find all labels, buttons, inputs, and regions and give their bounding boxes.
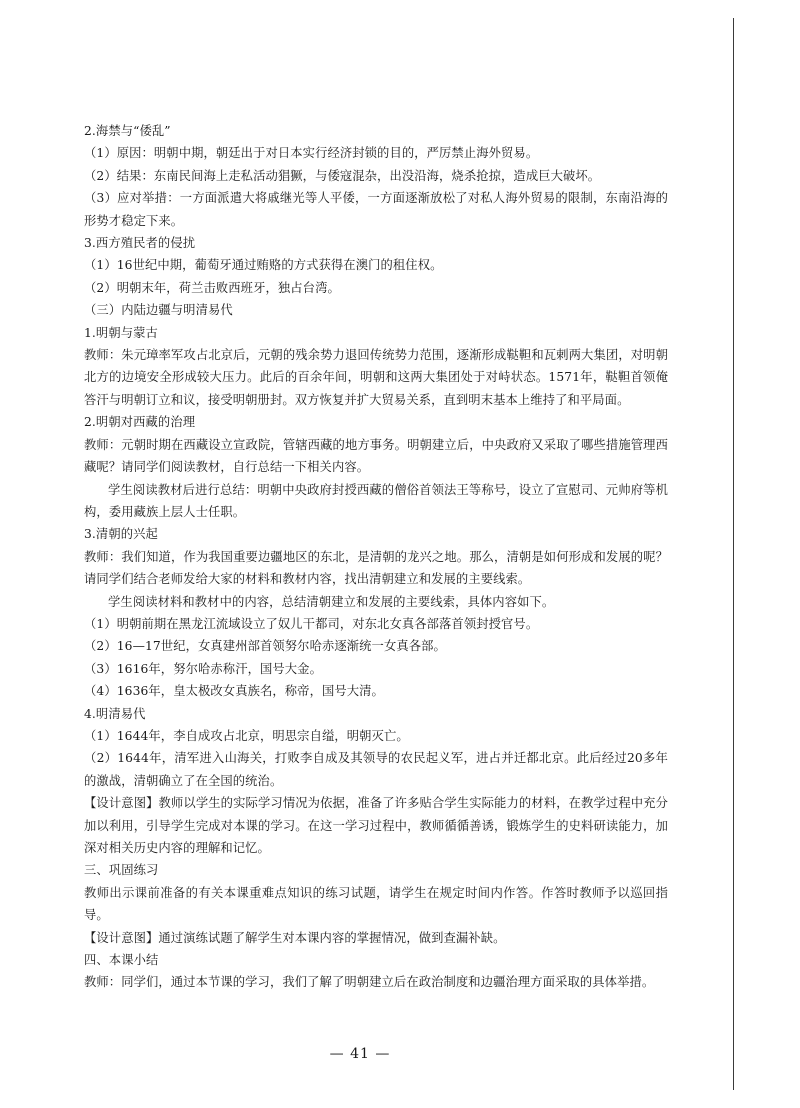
paragraph: 3.清朝的兴起: [84, 527, 158, 542]
paragraph: 教师：元朝时期在西藏设立宣政院，管辖西藏的地方事务。明朝建立后，中央政府又采取了哪些措施管理西藏呢？请同学们阅读教材，自行总结一下相关内容。: [84, 437, 668, 475]
paragraph: （3）应对举措：一方面派遣大将戚继光等人平倭，一方面逐渐放松了对私人海外贸易的限制，东南沿海的形势才稳定下来。: [84, 191, 668, 228]
paragraph: 2.海禁与“倭乱”: [84, 124, 171, 138]
page-number: — 41 —: [329, 1046, 391, 1062]
paragraph: 2.明朝对西藏的治理: [84, 415, 196, 430]
paragraph: （1）1644年，李自成攻占北京，明思宗自缢，明朝灭亡。: [84, 728, 409, 743]
paragraph: 学生阅读教材后进行总结：明朝中央政府封授西藏的僧俗首领法王等称号，设立了宣慰司、元帅府等机构，委用藏族上层人士任职。: [84, 482, 668, 519]
paragraph: （2）16—17世纪，女真建州部首领努尔哈赤逐渐统一女真各部。: [84, 639, 446, 654]
paragraph: （三）内陆边疆与明清易代: [84, 303, 233, 318]
paragraph: （1）明朝前期在黑龙江流域设立了奴儿干都司，对东北女真各部落首领封授官号。: [84, 616, 539, 631]
paragraph: （2）结果：东南民间海上走私活动猖獗，与倭寇混杂，出没沿海，烧杀抢掠，造成巨大破坏。: [84, 168, 601, 183]
paragraph: 教师：朱元璋率军攻占北京后，元朝的残余势力退回传统势力范围，逐渐形成鞑靼和瓦剌两大集团，对明朝北方的边境安全形成较大压力。此后的百余年间，明朝和这两大集团处于对峙状态。1571年，鞑靼首领俺答汗与明朝订立和议，接受明朝册封。双方恢复并扩大贸易关系，直到明末基本上维持了和平局面。: [84, 348, 668, 407]
paragraph: （1）16世纪中期，葡萄牙通过贿赂的方式获得在澳门的租住权。: [84, 258, 443, 273]
document-body: [84, 120, 668, 994]
paragraph: （4）1636年，皇太极改女真族名，称帝，国号大清。: [84, 684, 384, 699]
page-edge-rule: [733, 18, 734, 1090]
paragraph: （2）明朝末年，荷兰击败西班牙，独占台湾。: [84, 280, 340, 295]
paragraph: （3）1616年，努尔哈赤称汗，国号大金。: [84, 661, 322, 676]
paragraph: 教师出示课前准备的有关本课重难点知识的练习试题，请学生在规定时间内作答。作答时教师予以巡回指导。: [84, 885, 668, 923]
paragraph: 【设计意图】通过演练试题了解学生对本课内容的掌握情况，做到查漏补缺。: [84, 930, 506, 945]
paragraph: 4.明清易代: [84, 706, 146, 721]
paragraph: 三、巩固练习: [84, 863, 159, 878]
paragraph: 学生阅读材料和教材中的内容，总结清朝建立和发展的主要线索，具体内容如下。: [108, 594, 555, 609]
paragraph: 四、本课小结: [84, 953, 159, 968]
paragraph: 【设计意图】教师以学生的实际学习情况为依据，准备了许多贴合学生实际能力的材料，在教学过程中充分加以利用，引导学生完成对本课的学习。在这一学习过程中，教师循循善诱，锻炼学生的史料研读能力，加深对相关历史内容的理解和记忆。: [84, 796, 668, 855]
paragraph: 1.明朝与蒙古: [84, 325, 158, 340]
paragraph: 3.西方殖民者的侵扰: [84, 236, 196, 251]
paragraph: 教师：我们知道，作为我国重要边疆地区的东北，是清朝的龙兴之地。那么，清朝是如何形成和发展的呢？请同学们结合老师发给大家的材料和教材内容，找出清朝建立和发展的主要线索。: [84, 549, 668, 587]
paragraph: （1）原因：明朝中期，朝廷出于对日本实行经济封锁的目的，严厉禁止海外贸易。: [84, 146, 539, 161]
paragraph: （2）1644年，清军进入山海关，打败李自成及其领导的农民起义军，进占并迁都北京。此后经过20多年的激战，清朝确立了在全国的统治。: [84, 751, 668, 788]
paragraph: 教师：同学们，通过本节课的学习，我们了解了明朝建立后在政治制度和边疆治理方面采取的具体举措。: [84, 975, 655, 990]
